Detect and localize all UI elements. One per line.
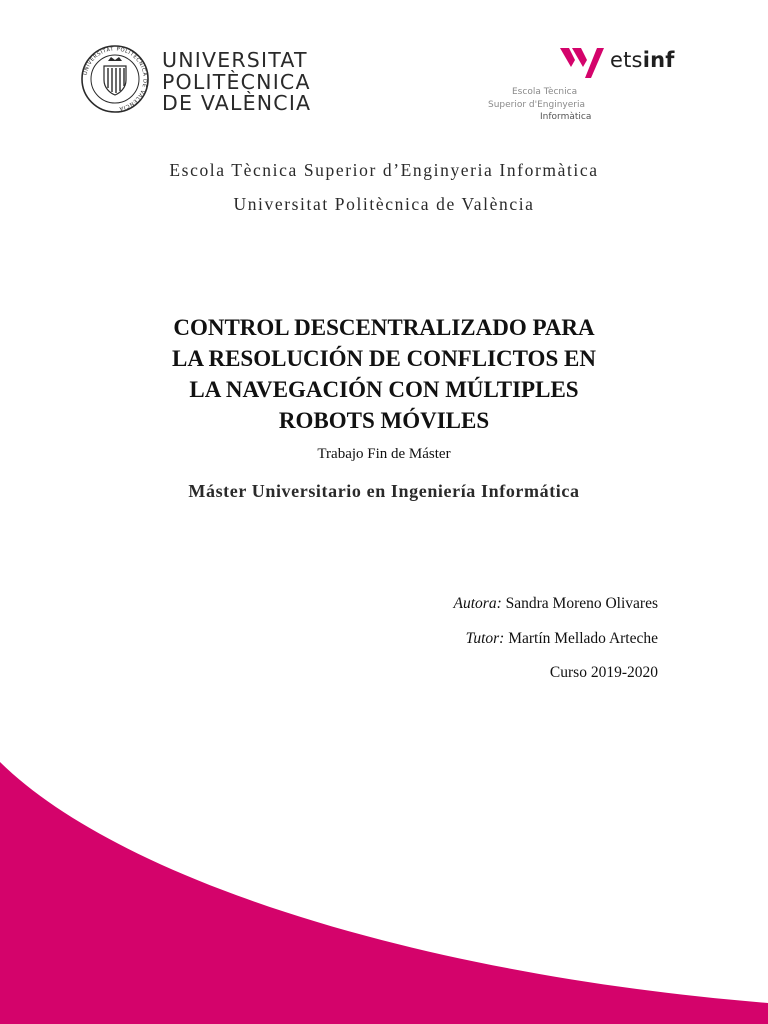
university-name: Universitat Politècnica de València	[233, 194, 535, 214]
svg-text:UNIVERSITAT POLITÈCNICA DE VAL	[83, 46, 148, 111]
author-credit	[454, 595, 658, 613]
upv-name-line: DE VALÈNCIA	[162, 91, 312, 115]
etsinf-sub-line: Superior d'Enginyeria	[488, 99, 586, 110]
upv-name-line: POLITÈCNICA	[162, 69, 311, 94]
upv-name-line: UNIVERSITAT	[162, 48, 308, 72]
etsinf-word-regular: ets	[610, 48, 643, 72]
school-name: Escola Tècnica Superior d’Enginyeria Informàtica	[169, 160, 599, 180]
title-line: LA NAVEGACIÓN CON MÚLTIPLES	[189, 377, 579, 402]
etsinf-subtitle	[488, 86, 591, 124]
tutor-label: Tutor:	[465, 630, 505, 647]
seal-text: UNIVERSITAT POLITÈCNICA DE VALÈNCIA	[82, 46, 148, 112]
title-line: LA RESOLUCIÓN DE CONFLICTOS EN	[172, 346, 596, 371]
title-line: ROBOTS MÓVILES	[278, 408, 490, 433]
university-seal-icon	[80, 44, 150, 114]
thesis-title	[100, 312, 668, 436]
etsinf-sub-line: Escola Tècnica	[512, 87, 578, 97]
course-year: Curso 2019-2020	[549, 664, 658, 681]
title-line: CONTROL DESCENTRALIZADO PARA	[173, 315, 595, 340]
etsinf-word-bold: inf	[642, 48, 675, 72]
degree-name: Máster Universitario en Ingeniería Informática	[188, 481, 580, 501]
etsinf-logo	[486, 40, 686, 128]
work-type: Trabajo Fin de Máster	[317, 446, 451, 462]
etsinf-sub-line: Informàtica	[540, 112, 592, 122]
etsinf-wordmark	[610, 48, 675, 72]
tutor-credit	[466, 630, 658, 648]
upv-name	[162, 50, 311, 115]
tutor-name: Martín Mellado Arteche	[508, 630, 658, 647]
etsinf-mark-icon	[560, 46, 604, 80]
author-label: Autora:	[453, 595, 502, 612]
upv-logo	[80, 44, 320, 116]
author-name: Sandra Moreno Olivares	[505, 595, 658, 612]
